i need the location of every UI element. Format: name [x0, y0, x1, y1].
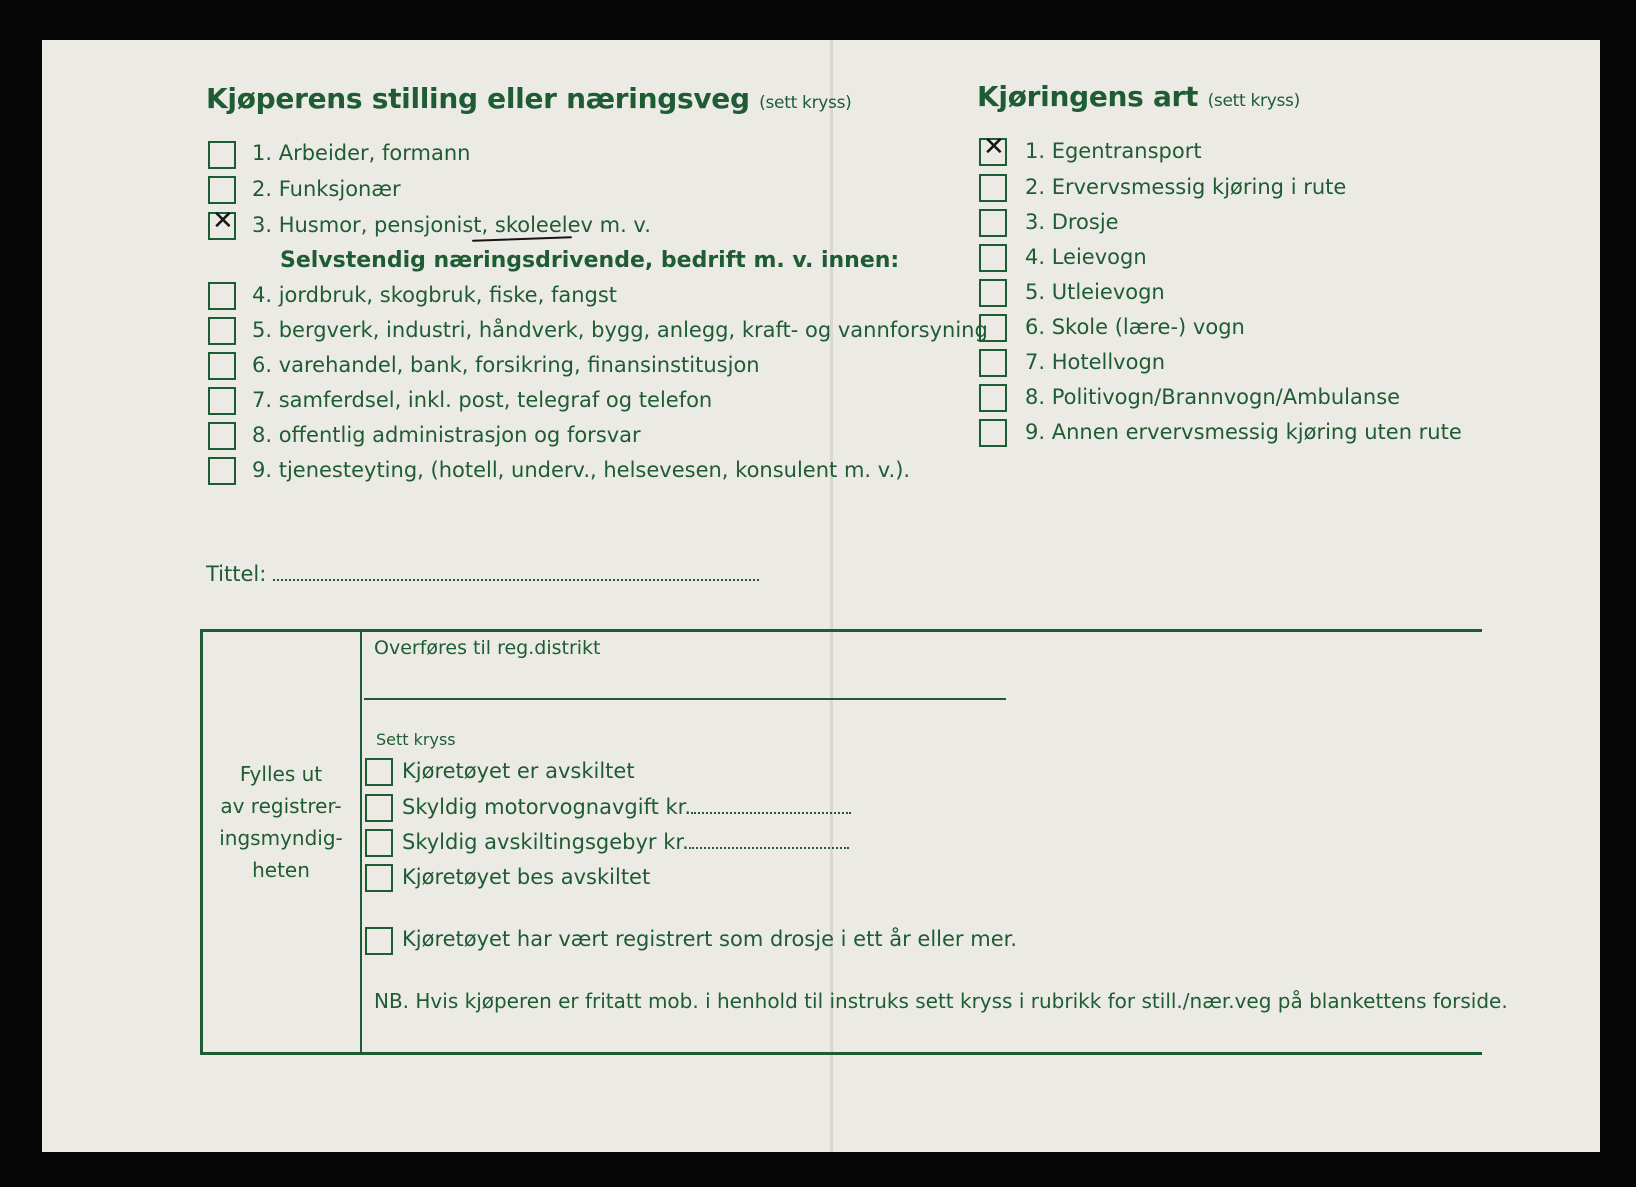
- checkbox-occupation-6[interactable]: [208, 352, 236, 380]
- driving-item-9: 9. Annen ervervsmessig kjøring uten rute: [1025, 420, 1462, 444]
- option-avskiltingsgebyr-label: Skyldig avskiltingsgebyr kr.: [402, 830, 689, 854]
- occupation-item-8: 8. offentlig administrasjon og forsvar: [252, 423, 641, 447]
- self-employed-subheading: Selvstendig næringsdrivende, bedrift m. v. innen:: [280, 248, 900, 273]
- cross-mark-icon: ✕: [983, 132, 1005, 162]
- checkbox-occupation-3[interactable]: [208, 206, 236, 240]
- right-heading-note: (sett kryss): [1207, 91, 1300, 111]
- occupation-item-7: 7. samferdsel, inkl. post, telegraf og telefon: [252, 388, 713, 412]
- option-avskiltingsgebyr: [402, 830, 849, 854]
- right-heading: [977, 80, 1300, 113]
- driving-item-4: 4. Leievogn: [1025, 245, 1147, 269]
- checkbox-driving-4[interactable]: [979, 244, 1007, 272]
- driving-item-7: 7. Hotellvogn: [1025, 350, 1166, 374]
- occupation-item-3: 3. Husmor, pensjonist, skoleelev m. v.: [252, 213, 651, 237]
- occupation-item-5: 5. bergverk, industri, håndverk, bygg, anlegg, kraft- og vannforsyning: [252, 318, 988, 342]
- driving-item-3: 3. Drosje: [1025, 210, 1119, 234]
- right-heading-text: Kjøringens art: [977, 80, 1199, 113]
- checkbox-bes-avskiltet[interactable]: [365, 864, 393, 892]
- checkbox-driving-9[interactable]: [979, 419, 1007, 447]
- cross-mark-icon: ✕: [212, 206, 234, 236]
- lower-divider-rule: [360, 629, 362, 1055]
- checkbox-occupation-1[interactable]: [208, 141, 236, 169]
- driving-item-1: 1. Egentransport: [1025, 139, 1202, 163]
- left-heading-text: Kjøperens stilling eller næringsveg: [206, 82, 750, 115]
- checkbox-driving-1[interactable]: [979, 132, 1007, 166]
- handwritten-underline: [472, 236, 572, 241]
- occupation-item-4: 4. jordbruk, skogbruk, fiske, fangst: [252, 283, 618, 307]
- option-avskiltet: Kjøretøyet er avskiltet: [402, 759, 635, 783]
- side-label-line-1: Fylles ut: [239, 762, 323, 786]
- left-heading: [206, 82, 852, 115]
- checkbox-occupation-5[interactable]: [208, 317, 236, 345]
- option-drosje-year: Kjøretøyet har vært registrert som drosje i ett år eller mer.: [402, 927, 1017, 951]
- lower-top-rule: [200, 629, 1482, 632]
- checkbox-avskiltingsgebyr[interactable]: [365, 829, 393, 857]
- side-label-line-4: heten: [252, 858, 310, 882]
- side-label-line-3: ingsmyndig-: [219, 826, 343, 850]
- title-field: [206, 562, 759, 586]
- checkbox-motorvognavgift[interactable]: [365, 794, 393, 822]
- transfer-label: Overføres til reg.distrikt: [374, 637, 601, 659]
- checkbox-avskiltet[interactable]: [365, 758, 393, 786]
- occupation-item-2: 2. Funksjonær: [252, 177, 401, 201]
- title-input-line[interactable]: [273, 578, 759, 581]
- form-sheet: [42, 40, 1600, 1152]
- driving-item-2: 2. Ervervsmessig kjøring i rute: [1025, 175, 1347, 199]
- title-label: Tittel:: [206, 562, 267, 586]
- occupation-item-1: 1. Arbeider, formann: [252, 141, 471, 165]
- transfer-rule: [364, 698, 1006, 700]
- lower-bottom-rule: [200, 1052, 1482, 1055]
- checkbox-driving-2[interactable]: [979, 174, 1007, 202]
- motorvognavgift-amount-line[interactable]: [691, 811, 851, 814]
- occupation-item-6: 6. varehandel, bank, forsikring, finansinstitusjon: [252, 353, 760, 377]
- occupation-item-9: 9. tjenesteyting, (hotell, underv., helsevesen, konsulent m. v.).: [252, 458, 911, 482]
- driving-item-6: 6. Skole (lære-) vogn: [1025, 315, 1245, 339]
- lower-left-rule: [200, 629, 203, 1055]
- side-label: [204, 758, 358, 886]
- driving-item-8: 8. Politivogn/Brannvogn/Ambulanse: [1025, 385, 1401, 409]
- checkbox-driving-8[interactable]: [979, 384, 1007, 412]
- left-heading-note: (sett kryss): [759, 93, 852, 113]
- checkbox-drosje-year[interactable]: [365, 927, 393, 955]
- checkbox-occupation-8[interactable]: [208, 422, 236, 450]
- driving-item-5: 5. Utleievogn: [1025, 280, 1165, 304]
- nb-note: NB. Hvis kjøperen er fritatt mob. i henhold til instruks sett kryss i rubrikk for still./nær.veg på blankettens forside.: [374, 989, 1508, 1013]
- checkbox-occupation-7[interactable]: [208, 387, 236, 415]
- side-label-line-2: av registrer-: [220, 794, 342, 818]
- option-motorvognavgift: [402, 795, 851, 819]
- checkbox-driving-7[interactable]: [979, 349, 1007, 377]
- option-motorvognavgift-label: Skyldig motorvognavgift kr.: [402, 795, 692, 819]
- checkbox-driving-5[interactable]: [979, 279, 1007, 307]
- option-bes-avskiltet: Kjøretøyet bes avskiltet: [402, 865, 651, 889]
- checkbox-driving-6[interactable]: [979, 314, 1007, 342]
- avskiltingsgebyr-amount-line[interactable]: [689, 846, 849, 849]
- checkbox-occupation-9[interactable]: [208, 457, 236, 485]
- checkbox-occupation-2[interactable]: [208, 176, 236, 204]
- checkbox-occupation-4[interactable]: [208, 282, 236, 310]
- sett-kryss-label: Sett kryss: [376, 730, 456, 749]
- checkbox-driving-3[interactable]: [979, 209, 1007, 237]
